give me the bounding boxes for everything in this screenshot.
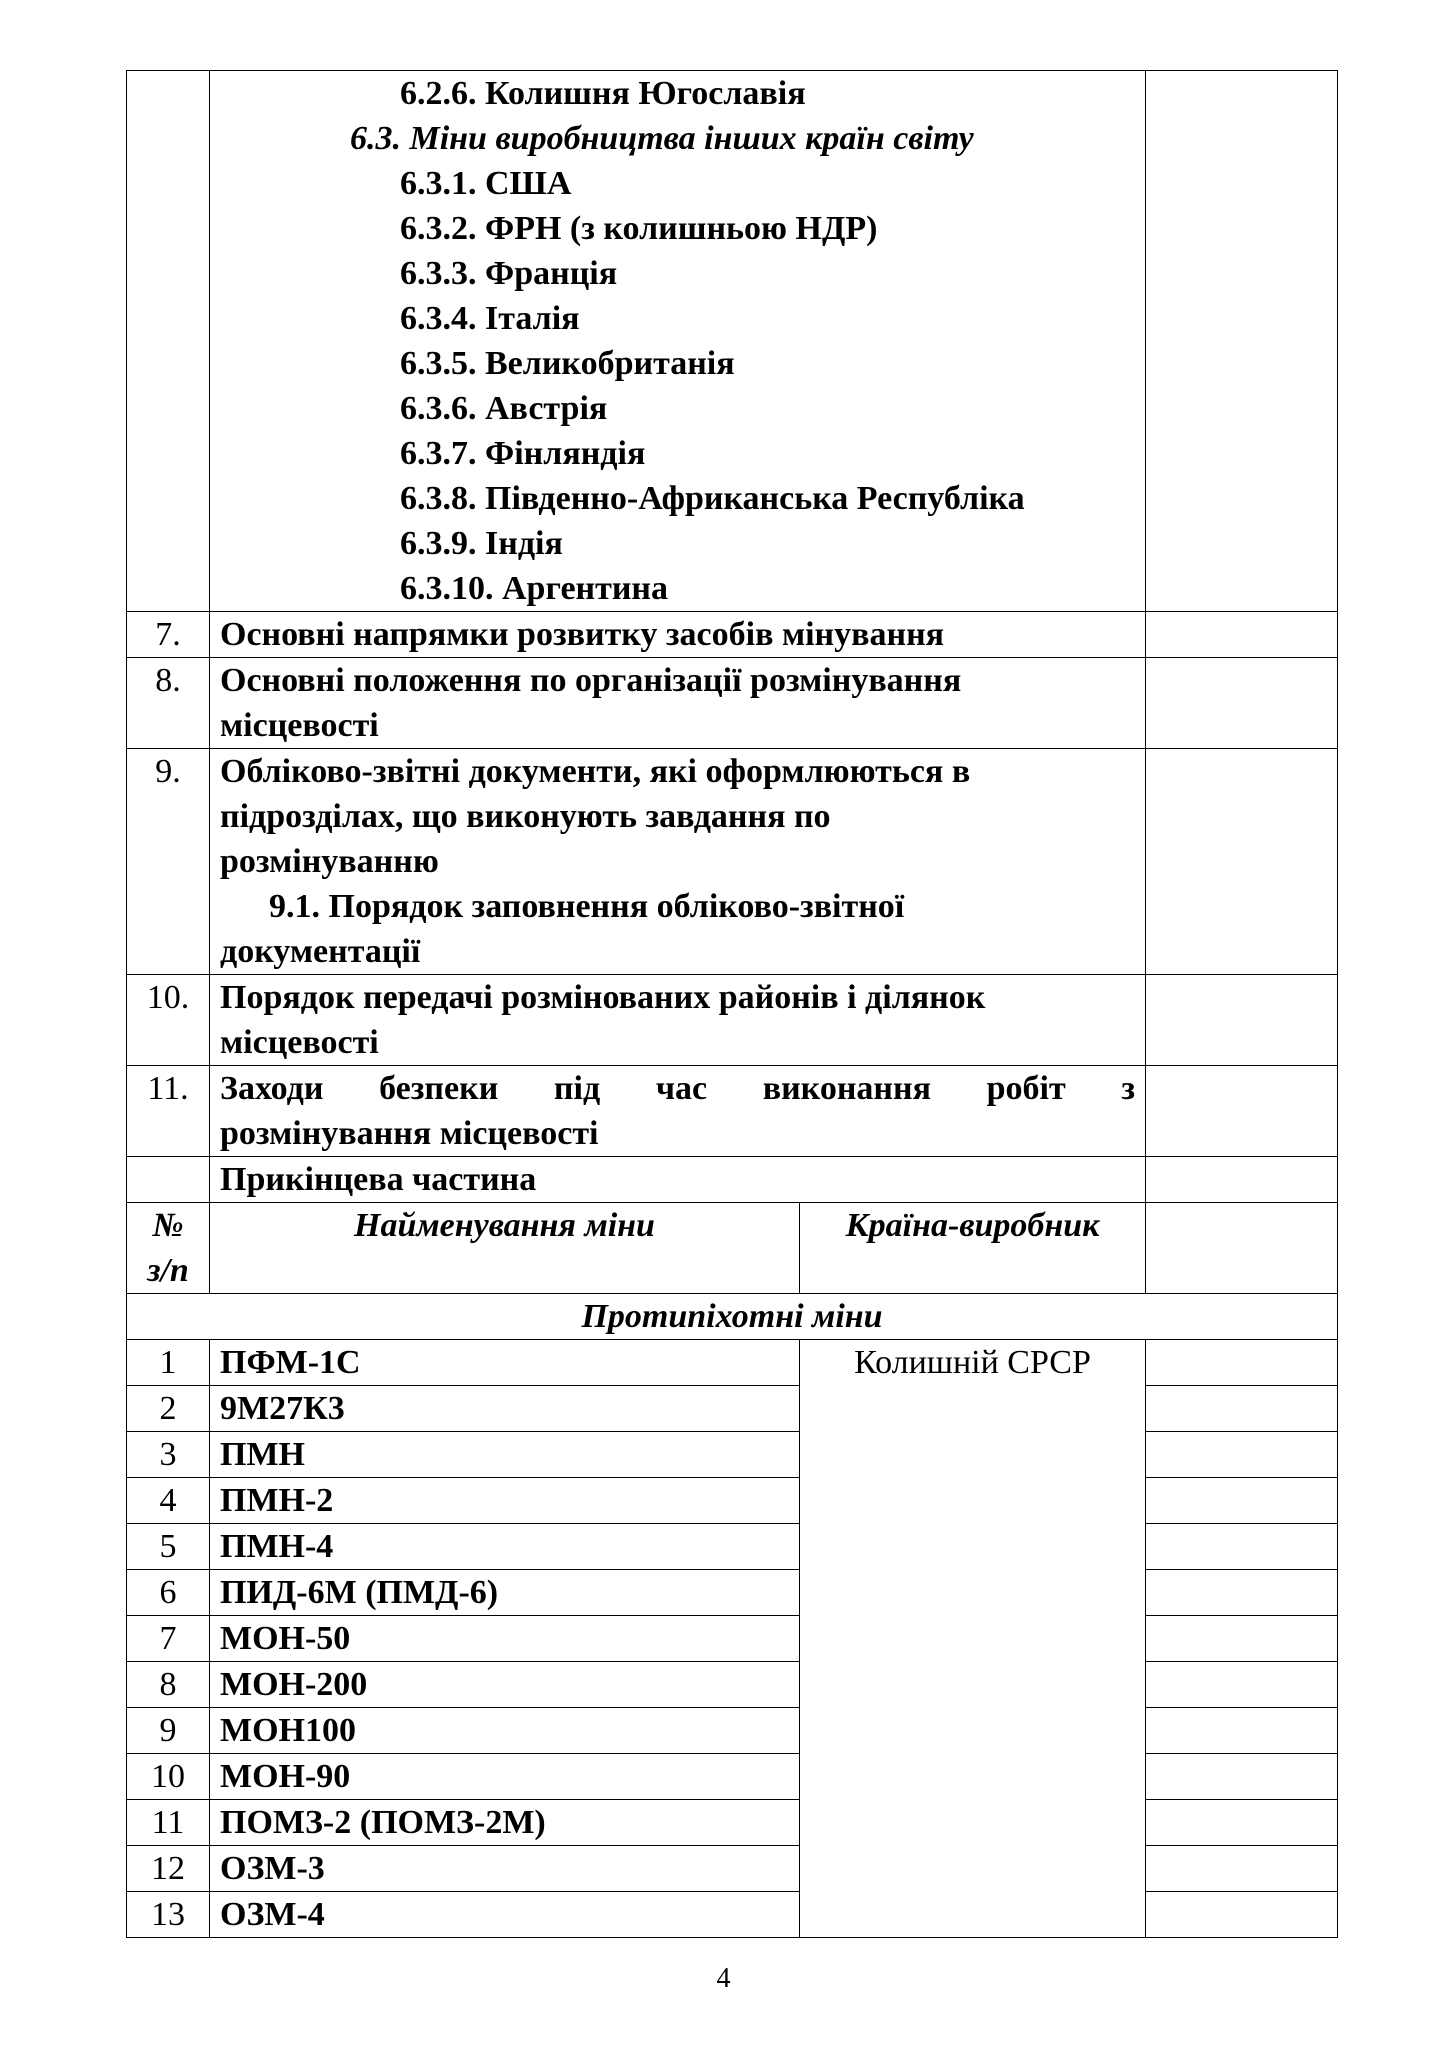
subsection-item: 6.3.5. Великобританія: [400, 345, 735, 382]
subsection-9-1: 9.1. Порядок заповнення обліково-звітної: [269, 888, 905, 925]
subsection-6-2-6: 6.2.6. Колишня Югославія: [400, 75, 806, 112]
hours-cell: [1146, 1662, 1338, 1708]
hours-cell: [1146, 71, 1338, 612]
mine-number: 3: [127, 1432, 210, 1478]
table-row: [127, 749, 1338, 975]
section-title: Основні положення по організації розмінування місцевості: [210, 658, 1146, 749]
table-row: [127, 1708, 1338, 1754]
mine-name: ПИД-6М (ПМД-6): [210, 1570, 800, 1616]
section-title: Обліково-звітні документи, які оформлюються в підрозділах, що виконують завдання по розмінуванню 9.1. Порядок заповнення обліково-звітної документації: [210, 749, 1146, 975]
section-content: [210, 71, 1146, 612]
subsection-item: 6.3.1. США: [400, 165, 572, 202]
hours-cell: [1146, 1708, 1338, 1754]
mine-number: 8: [127, 1662, 210, 1708]
mine-number: 12: [127, 1846, 210, 1892]
row-number: 10.: [127, 975, 210, 1066]
group-row: [127, 1294, 1338, 1340]
mine-name: МОН-50: [210, 1616, 800, 1662]
hours-cell: [1146, 1157, 1338, 1203]
mine-name: МОН-200: [210, 1662, 800, 1708]
mine-name: ПФМ-1С: [210, 1340, 800, 1386]
subsection-item: 6.3.7. Фінляндія: [400, 435, 646, 472]
column-header-name: Найменування міни: [210, 1203, 800, 1294]
table-row: [127, 1524, 1338, 1570]
row-number: 8.: [127, 658, 210, 749]
hours-cell: [1146, 749, 1338, 975]
final-part-title: Прикінцева частина: [210, 1157, 1146, 1203]
table-row: [127, 975, 1338, 1066]
mine-number: 13: [127, 1892, 210, 1938]
hours-cell: [1146, 1754, 1338, 1800]
mine-number: 11: [127, 1800, 210, 1846]
mine-name: 9М27К3: [210, 1386, 800, 1432]
mine-number: 9: [127, 1708, 210, 1754]
hours-cell: [1146, 1800, 1338, 1846]
mine-name: МОН-90: [210, 1754, 800, 1800]
table-row: [127, 658, 1338, 749]
section-title: Основні напрямки розвитку засобів мінування: [210, 612, 1146, 658]
table-row: [127, 1754, 1338, 1800]
mine-name: ОЗМ-3: [210, 1846, 800, 1892]
hours-cell: [1146, 1846, 1338, 1892]
table-row: [127, 1157, 1338, 1203]
hours-cell: [1146, 1066, 1338, 1157]
mine-number: 2: [127, 1386, 210, 1432]
column-header-country: Країна-виробник: [800, 1203, 1146, 1294]
hours-cell: [1146, 1432, 1338, 1478]
subsection-item: 6.3.2. ФРН (з колишньою НДР): [400, 210, 878, 247]
hours-cell: [1146, 1524, 1338, 1570]
hours-cell: [1146, 1203, 1338, 1294]
table-row: [127, 1662, 1338, 1708]
subsection-item: 6.3.10. Аргентина: [400, 570, 669, 607]
document-table: [126, 70, 1338, 1938]
row-number: [127, 71, 210, 612]
section-title: Порядок передачі розмінованих районів і ділянок місцевості: [210, 975, 1146, 1066]
subsection-item: 6.3.6. Австрія: [400, 390, 608, 427]
hours-cell: [1146, 1570, 1338, 1616]
mine-name: ПОМЗ-2 (ПОМЗ-2М): [210, 1800, 800, 1846]
row-number: [127, 1157, 210, 1203]
mine-name: ПМН-2: [210, 1478, 800, 1524]
table-row: [127, 1386, 1338, 1432]
mine-number: 4: [127, 1478, 210, 1524]
hours-cell: [1146, 975, 1338, 1066]
table-row: [127, 71, 1338, 612]
hours-cell: [1146, 1340, 1338, 1386]
subsection-item: 6.3.9. Індія: [400, 525, 563, 562]
mine-number: 1: [127, 1340, 210, 1386]
mine-name: ПМН: [210, 1432, 800, 1478]
subsection-6-3-title: 6.3. Міни виробництва інших країн світу: [350, 120, 974, 157]
mine-name: МОН100: [210, 1708, 800, 1754]
hours-cell: [1146, 1478, 1338, 1524]
group-title: Протипіхотні міни: [127, 1294, 1338, 1340]
hours-cell: [1146, 612, 1338, 658]
mine-number: 6: [127, 1570, 210, 1616]
hours-cell: [1146, 658, 1338, 749]
mine-name: ОЗМ-4: [210, 1892, 800, 1938]
subsection-item: 6.3.8. Південно-Африканська Республіка: [400, 480, 1025, 517]
subsection-item: 6.3.4. Італія: [400, 300, 580, 337]
subsection-item: 6.3.3. Франція: [400, 255, 618, 292]
section-title: Заходи безпеки під час виконання робіт з розмінування місцевості: [210, 1066, 1146, 1157]
table-row: [127, 612, 1338, 658]
mine-number: 7: [127, 1616, 210, 1662]
table-row: [127, 1800, 1338, 1846]
mines-header-row: [127, 1203, 1338, 1294]
hours-cell: [1146, 1892, 1338, 1938]
mine-number: 10: [127, 1754, 210, 1800]
table-row: [127, 1570, 1338, 1616]
column-header-number: № з/п: [127, 1203, 210, 1294]
hours-cell: [1146, 1386, 1338, 1432]
hours-cell: [1146, 1616, 1338, 1662]
table-row: [127, 1616, 1338, 1662]
row-number: 9.: [127, 749, 210, 975]
mine-number: 5: [127, 1524, 210, 1570]
table-row: [127, 1066, 1338, 1157]
table-row: [127, 1340, 1338, 1386]
table-row: [127, 1478, 1338, 1524]
row-number: 11.: [127, 1066, 210, 1157]
table-row: [127, 1846, 1338, 1892]
table-row: [127, 1432, 1338, 1478]
page-number: 4: [716, 1963, 731, 1994]
country-cell: Колишній СРСР: [800, 1340, 1146, 1938]
mine-name: ПМН-4: [210, 1524, 800, 1570]
row-number: 7.: [127, 612, 210, 658]
table-row: [127, 1892, 1338, 1938]
